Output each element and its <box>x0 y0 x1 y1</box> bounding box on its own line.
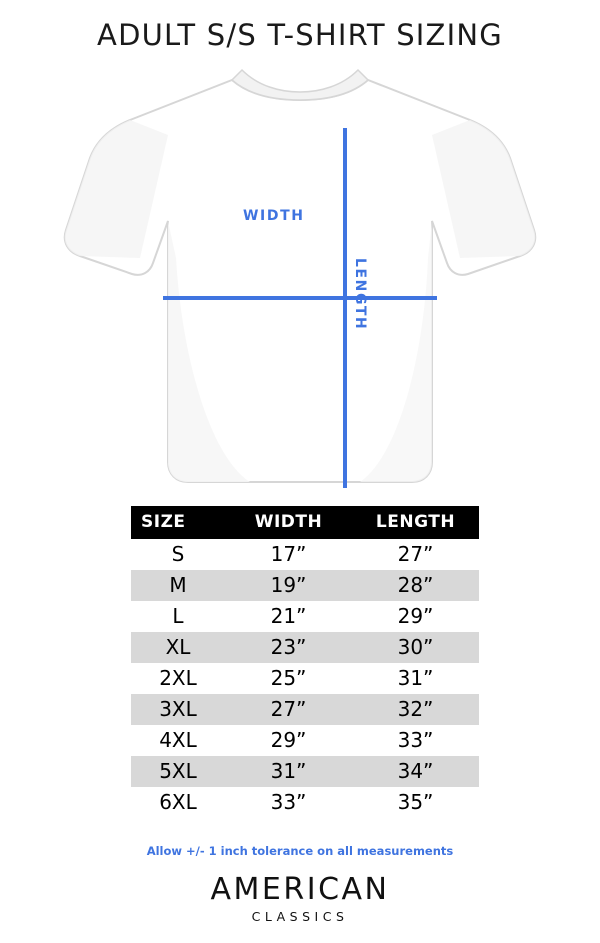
size-table <box>131 506 479 818</box>
table-row <box>131 601 479 632</box>
table-row <box>131 539 479 570</box>
brand-name: AMERICAN <box>210 872 390 907</box>
tshirt-illustration <box>0 58 600 488</box>
length-label: LENGTH <box>352 258 368 331</box>
cell-length: 31” <box>352 663 479 694</box>
cell-length: 27” <box>352 539 479 570</box>
cell-width: 33” <box>225 787 352 818</box>
cell-size: 2XL <box>131 663 225 694</box>
cell-width: 25” <box>225 663 352 694</box>
cell-length: 34” <box>352 756 479 787</box>
table-header-row <box>131 506 479 539</box>
cell-size: 4XL <box>131 725 225 756</box>
table-row <box>131 694 479 725</box>
cell-length: 30” <box>352 632 479 663</box>
cell-length: 33” <box>352 725 479 756</box>
brand-subtitle: CLASSICS <box>251 909 349 924</box>
table-row <box>131 663 479 694</box>
table-row <box>131 725 479 756</box>
table-row <box>131 632 479 663</box>
header-width: WIDTH <box>225 506 352 539</box>
cell-width: 21” <box>225 601 352 632</box>
cell-size: L <box>131 601 225 632</box>
cell-length: 28” <box>352 570 479 601</box>
cell-size: S <box>131 539 225 570</box>
cell-width: 23” <box>225 632 352 663</box>
cell-width: 17” <box>225 539 352 570</box>
table-row <box>131 787 479 818</box>
header-size: SIZE <box>131 506 225 539</box>
cell-size: M <box>131 570 225 601</box>
cell-width: 19” <box>225 570 352 601</box>
cell-size: 3XL <box>131 694 225 725</box>
header-length: LENGTH <box>352 506 479 539</box>
cell-width: 27” <box>225 694 352 725</box>
cell-width: 29” <box>225 725 352 756</box>
cell-length: 35” <box>352 787 479 818</box>
table-row <box>131 756 479 787</box>
tolerance-note: Allow +/- 1 inch tolerance on all measurements <box>146 844 454 858</box>
cell-width: 31” <box>225 756 352 787</box>
cell-size: XL <box>131 632 225 663</box>
page-title: ADULT S/S T-SHIRT SIZING <box>97 18 503 52</box>
cell-length: 32” <box>352 694 479 725</box>
table-row <box>131 570 479 601</box>
width-label: WIDTH <box>243 208 305 224</box>
brand-logo <box>0 872 600 924</box>
tshirt-icon <box>0 58 600 488</box>
cell-size: 5XL <box>131 756 225 787</box>
cell-size: 6XL <box>131 787 225 818</box>
cell-length: 29” <box>352 601 479 632</box>
size-table-container <box>131 506 469 818</box>
